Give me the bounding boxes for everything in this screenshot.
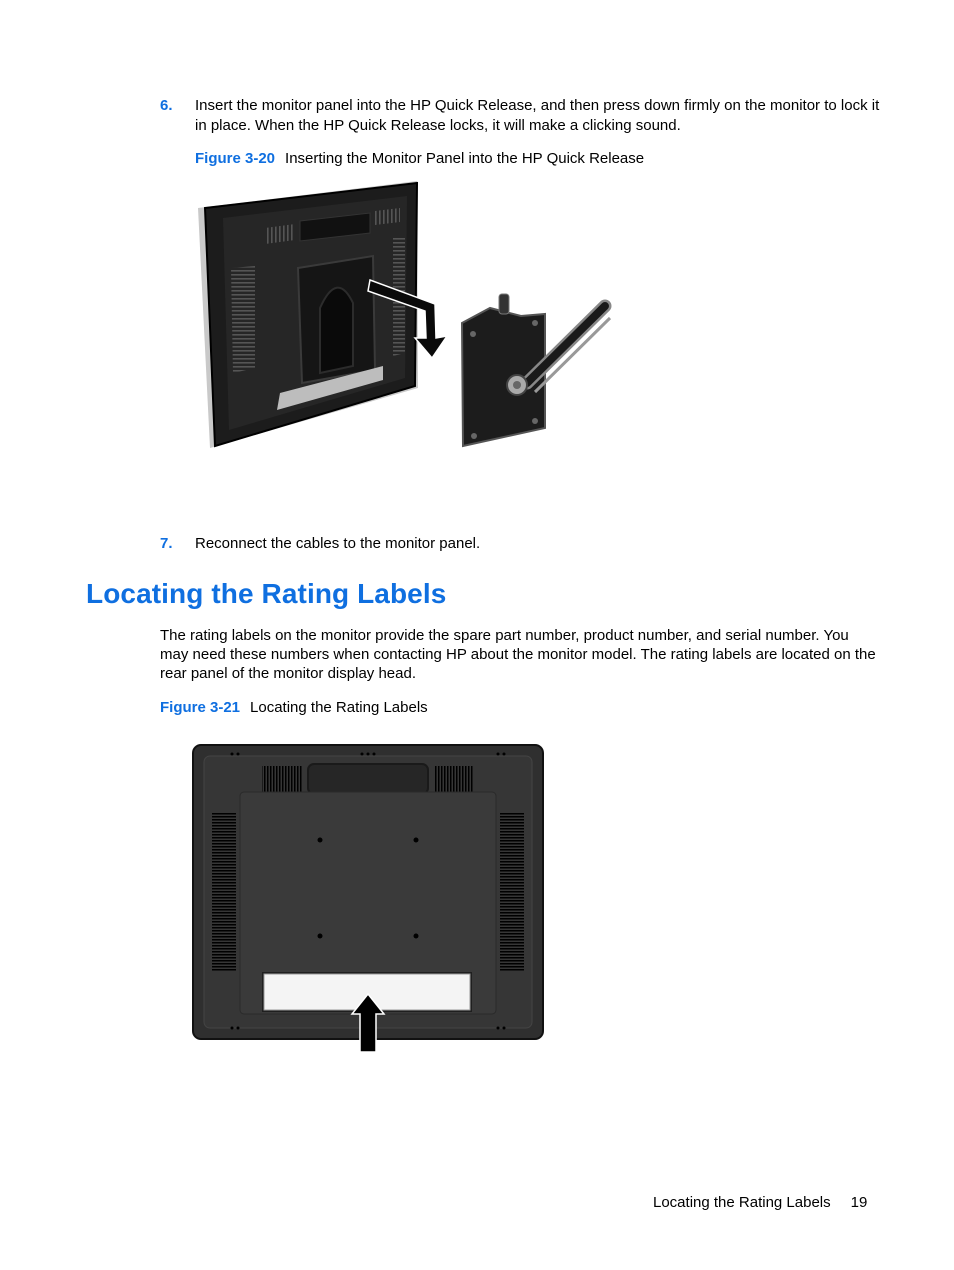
- step-6: [160, 96, 885, 135]
- section-heading: Locating the Rating Labels: [86, 578, 447, 609]
- step-text: Insert the monitor panel into the HP Quick Release, and then press down firmly on the monitor to lock it in place. When the HP Quick Release locks, it will make a clicking sound.: [195, 97, 880, 134]
- figure-label: Figure 3-21: [160, 699, 241, 716]
- page-number: 19: [850, 1194, 868, 1211]
- footer-section-title: Locating the Rating Labels: [653, 1194, 831, 1211]
- step-number: 7.: [160, 535, 173, 552]
- step-7: [160, 534, 885, 554]
- figure-caption: [160, 698, 428, 717]
- section-paragraph: The rating labels on the monitor provide the spare part number, product number, and serial number. You may need these numbers when contacting HP about the monitor model. The rating labels are located on the rear panel of the monitor display head.: [160, 627, 876, 683]
- step-text: Reconnect the cables to the monitor panel.: [195, 535, 481, 552]
- figure-label: Figure 3-20: [195, 150, 276, 167]
- figure-title: Locating the Rating Labels: [250, 699, 428, 716]
- figure-title: Inserting the Monitor Panel into the HP Quick Release: [285, 150, 645, 167]
- figure-caption: [195, 149, 644, 168]
- figure-3-20-illustration: [195, 178, 615, 458]
- page-footer: [653, 1193, 867, 1212]
- figure-3-21-illustration: [192, 744, 544, 1061]
- step-number: 6.: [160, 97, 173, 114]
